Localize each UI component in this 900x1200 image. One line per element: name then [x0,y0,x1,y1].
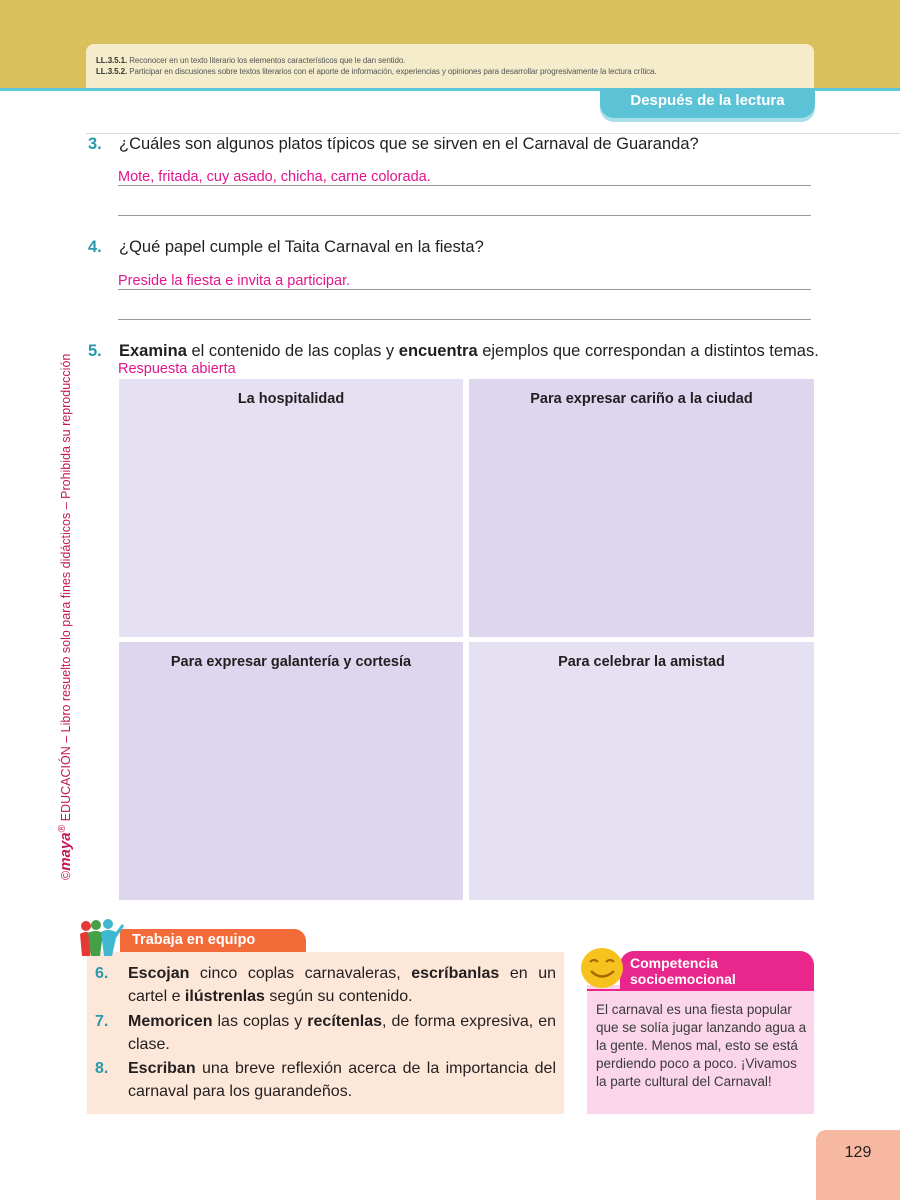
socioemotional-text: El carnaval es una fiesta popular que se solía jugar lanzando agua a la gente. Menos mal, esto se está perdiendo poco a poco. ¡Vivamos la parte cultural del Carnaval! [596,1002,807,1089]
copyright-sidebar: ©maya® EDUCACIÓN – Libro resuelto solo para fines didácticos – Prohibida su reproducción [57,353,75,880]
standard-1: LL.3.5.1. Reconocer en un texto literario los elementos característicos que le dan sentido. [96,56,406,65]
cell-title: La hospitalidad [237,391,345,407]
cell-title: Para expresar cariño a la ciudad [530,391,753,407]
standard-2: LL.3.5.2. Participar en discusiones sobre textos literarios con el aporte de información, experiencias y opiniones para desarrollar progresivamente la lectura crítica. [96,67,657,76]
theme-cell-gallantry [119,642,463,900]
answer-line [118,185,811,186]
answer-line [118,289,811,290]
section-tab: Después de la lectura [600,88,815,118]
question-5: 5. Examina el contenido de las coplas y encuentra ejemplos que correspondan a distintos temas. [88,342,819,360]
socioemotional-title: Competencia socioemocional [620,951,814,989]
maya-logo: maya [57,832,75,871]
answer-line [118,215,811,216]
answer-5: Respuesta abierta [118,361,236,377]
team-work-title: Trabaja en equipo [120,929,306,952]
question-3: 3. ¿Cuáles son algunos platos típicos que se sirven en el Carnaval de Guaranda? [88,135,699,153]
cell-title: Para expresar galantería y cortesía [170,654,412,670]
theme-cell-friendship [469,642,814,900]
standards-box [86,44,814,88]
theme-cell-hospitality [119,379,463,637]
cell-title: Para celebrar la amistad [558,654,725,670]
answer-line [118,319,811,320]
answer-4: Preside la fiesta e invita a participar. [118,273,351,289]
theme-cell-city [469,379,814,637]
top-rule [86,133,900,134]
page-number: 129 [816,1130,900,1200]
team-people-icon [72,916,128,958]
smiley-icon [578,944,628,990]
question-4: 4. ¿Qué papel cumple el Taita Carnaval en la fiesta? [88,238,484,256]
answer-3: Mote, fritada, cuy asado, chicha, carne colorada. [118,169,431,185]
